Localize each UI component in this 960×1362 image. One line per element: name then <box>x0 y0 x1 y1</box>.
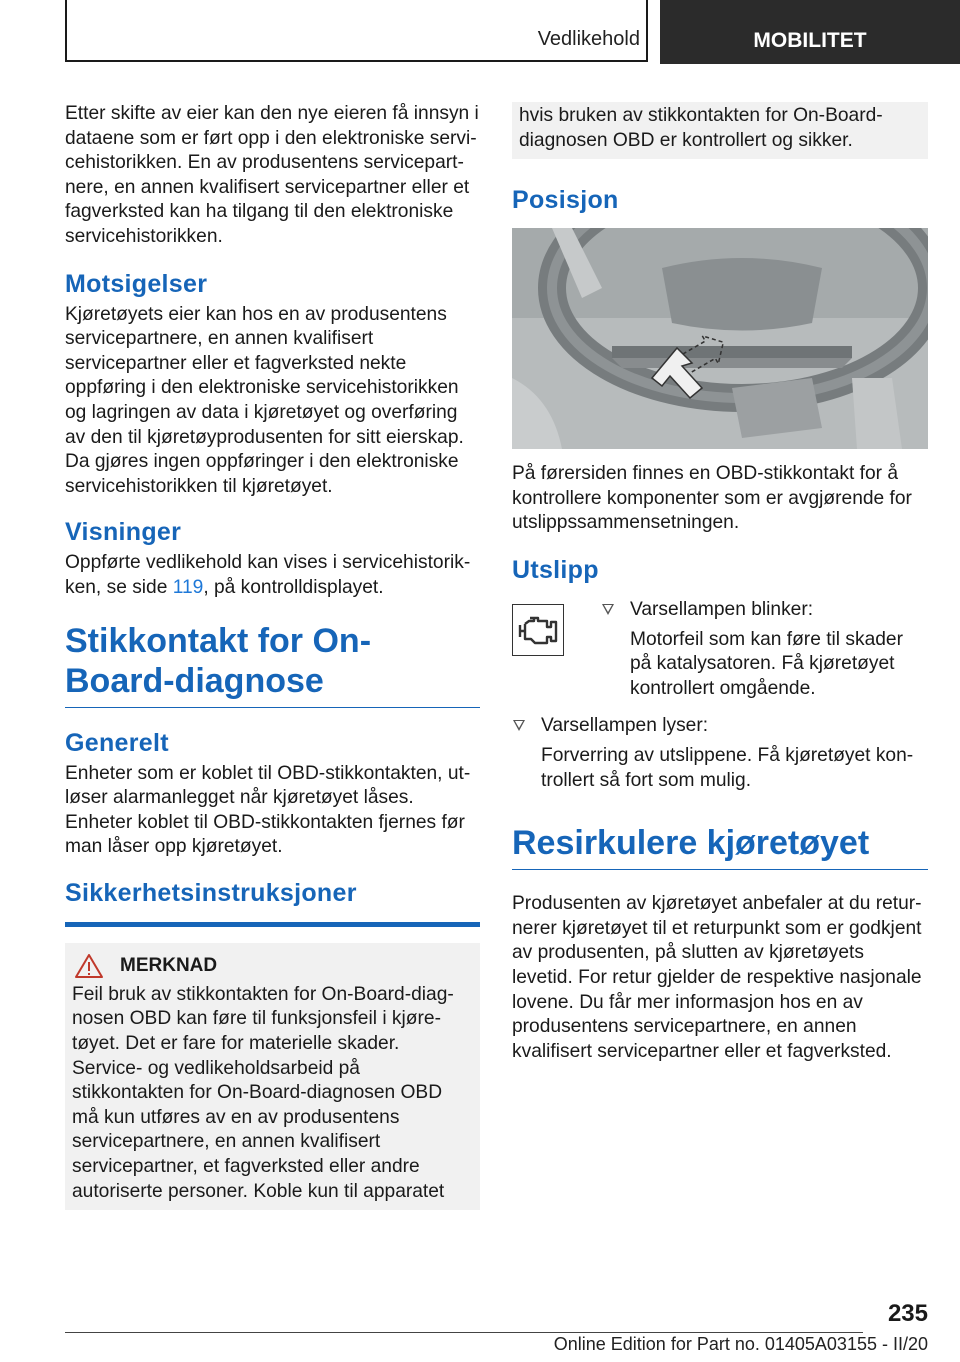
visninger-heading: Visninger <box>65 518 182 547</box>
left-column <box>65 102 480 1210</box>
safety-heading: Sikkerhetsinstruksjoner <box>65 878 357 907</box>
page-number: 235 <box>887 1300 928 1327</box>
resirk-paragraph: Produsenten av kjøretøyet anbefaler at du returnerer kjøretøyet til et returpunkt som er godkjent av produsenten, på slutten av kjøretøyets levetid. For retur gjelder de respektive nasjonale lovene. Du får mer informasjon hos en av produsentens servicepartnere, en annen kvalifisert servicepartner eller et fagverksted. <box>512 893 922 1062</box>
generelt-paragraph: Enheter som er koblet til OBD-stikkontakten, utløser alarmanlegget når kjøretøyet låses. Enheter koblet til OBD-stikkontakten fjernes før man låser opp kjøretøyet. <box>65 762 471 858</box>
utslipp-list-1 <box>601 598 928 701</box>
utslipp-block <box>512 598 928 701</box>
utslipp-list-2 <box>512 714 928 793</box>
posisjon-heading: Posisjon <box>512 186 619 215</box>
header-chapter-tab: MOBILITET <box>660 0 960 64</box>
bullet-triangle-icon <box>513 720 525 731</box>
footer-rule <box>65 1332 863 1333</box>
note-box <box>65 943 480 1210</box>
header-section-title: Vedlikehold <box>537 28 640 50</box>
note-header <box>72 953 473 979</box>
bullet1-title: Varsellampen blinker: <box>630 598 814 620</box>
bullet-triangle-icon <box>602 604 614 615</box>
motsigelser-heading: Motsigelser <box>65 269 208 298</box>
note-continued-paragraph: hvis bruken av stikkontakten for On-Board-diagnosen OBD er kontrollert og sikker. <box>519 105 883 151</box>
visninger-text-after: , på kontrolldisplayet. <box>203 576 384 598</box>
posisjon-paragraph: På førersiden finnes en OBD-stikkontakt for å kontrollere komponenter som er avgjørende for utslippssammensetningen. <box>512 463 912 534</box>
intro-paragraph: Etter skifte av eier kan den nye eieren få innsyn i dataene som er ført opp i den elektroniske servicehistorikken. En av produsentens servicepartnere, en annen kvalifisert servicepartner eller et fagverksted kan ha tilgang til den elektroniske servicehistorikken. <box>65 103 479 247</box>
resirk-heading: Resirkulere kjøretøyet <box>512 823 928 870</box>
bullet1-text: Motorfeil som kan føre til skader på katalysatoren. Få kjøretøyet kontrollert omgående. <box>630 628 903 699</box>
note-label: MERKNAD <box>120 954 218 976</box>
obd-main-heading: Stikkontakt for On-Board-diagnose <box>65 621 480 708</box>
note-box-continued <box>512 102 928 159</box>
engine-check-icon <box>516 615 560 645</box>
footer-edition: Online Edition for Part no. 01405A03155 - II/20 <box>553 1334 928 1354</box>
bullet2-text: Forverring av utslippene. Få kjøretøyet kontrollert så fort som mulig. <box>541 744 914 791</box>
safety-heading-rule <box>65 922 480 927</box>
list-item <box>601 598 928 701</box>
motsigelser-paragraph: Kjøretøyets eier kan hos en av produsentens servicepartnere, en annen kvalifisert servicepartner eller et fagverksted nekte oppføring i den elektroniske servicehistorikken og lagringen av data i kjøretøyet og overføring av den til kjøretøyprodusenten for sitt eierskap. Da gjøres ingen oppføringer i den elektroniske servicehistorikken til kjøretøyet. <box>65 303 464 497</box>
list-item <box>512 714 928 793</box>
visninger-text-before: Oppførte vedlikehold kan vises i servicehistorikken, se side <box>65 552 471 598</box>
right-column <box>512 102 928 1064</box>
bullet2-title: Varsellampen lyser: <box>541 715 709 737</box>
visninger-paragraph <box>65 551 480 600</box>
obd-position-photo <box>512 228 928 449</box>
warning-triangle-icon <box>74 953 104 979</box>
page-reference-link[interactable]: 119 <box>172 576 204 598</box>
note-paragraph: Feil bruk av stikkontakten for On-Board-diagnosen OBD kan føre til funksjonsfeil i kjøretøyet. Det er fare for materielle skader. Service- og vedlikeholdsarbeid på stikkontakten for On-Board-diagnosen OBD må kun utføres av en av produsentens servicepartnere, en annen kvalifisert servicepartner, et fagverksted eller andre autoriserte personer. Koble kun til apparatet <box>72 983 454 1202</box>
utslipp-heading: Utslipp <box>512 555 599 584</box>
generelt-heading: Generelt <box>65 728 169 757</box>
engine-check-icon-box <box>512 604 564 656</box>
